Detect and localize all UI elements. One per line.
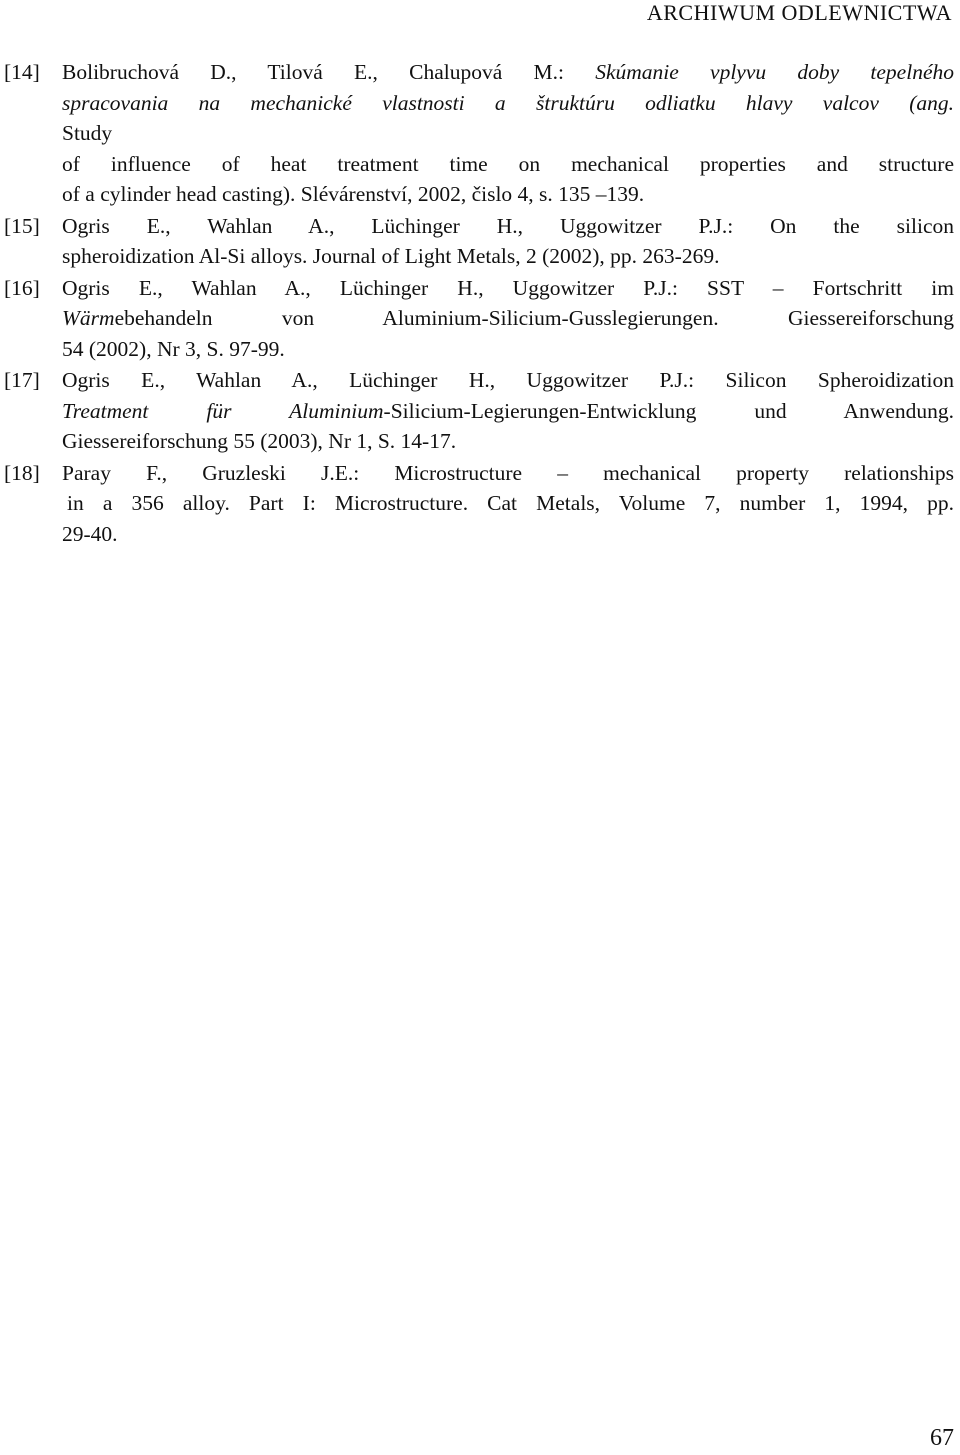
reference-line [62,303,954,334]
reference-line [62,179,954,210]
reference-list [0,57,960,550]
reference-line [62,458,954,489]
reference-item [0,273,960,365]
reference-line [62,426,954,457]
reference-text: 29-40. [62,521,118,546]
running-header: ARCHIWUM ODLEWNICTWA [646,0,952,25]
reference-item [0,211,960,272]
reference-line [67,488,954,519]
reference-item [0,458,960,550]
reference-number: [15] [4,213,40,238]
reference-line [62,365,954,396]
reference-text: of influence of heat treatment time on mechanical properties and structure [62,151,954,176]
reference-line [62,211,954,242]
reference-line [62,519,954,550]
reference-line [62,241,954,272]
reference-text: Bolibruchová D., Tilová E., Chalupová M.: [62,60,596,84]
reference-line [62,118,954,149]
page-number: 67 [930,1425,954,1451]
reference-text: Study [62,121,113,145]
reference-title-italic: Wärm [62,306,115,330]
reference-title-italic: Treatment für Aluminium [62,398,384,423]
reference-item [0,365,960,457]
reference-text: Ogris E., Wahlan A., Lüchinger H., Uggowitzer P.J.: On the silicon [62,213,954,238]
reference-line [62,149,954,180]
reference-line [62,334,954,365]
reference-text: Ogris E., Wahlan A., Lüchinger H., Uggowitzer P.J.: SST – Fortschritt im [62,275,954,300]
reference-number: [18] [4,460,40,485]
reference-text: 54 (2002), Nr 3, S. 97-99. [62,336,285,361]
reference-text: -Silicium-Legierungen-Entwicklung und Anwendung. [383,398,954,423]
reference-text: spheroidization Al-Si alloys. Journal of Light Metals, 2 (2002), pp. 263-269. [62,244,720,268]
reference-line [62,396,954,427]
reference-number: [14] [4,60,40,84]
reference-text: Ogris E., Wahlan A., Lüchinger H., Uggowitzer P.J.: Silicon Spheroidization [62,368,954,392]
reference-text: of a cylinder head casting). Slévárenství, 2002, čislo 4, s. 135 –139. [62,182,645,206]
reference-number: [16] [4,275,40,300]
reference-line [62,88,954,119]
reference-title-italic: spracovania na mechanické vlastnosti a štruktúru odliatku hlavy valcov (ang. [62,90,954,115]
reference-title-italic: Skúmanie vplyvu doby tepelného [595,60,954,84]
reference-item [0,57,960,210]
reference-number: [17] [4,368,40,392]
reference-text: in a 356 alloy. Part I: Microstructure. Cat Metals, Volume 7, number 1, 1994, pp. [67,491,954,515]
reference-line [62,273,954,304]
reference-line [62,57,954,88]
reference-text: Paray F., Gruzleski J.E.: Microstructure – mechanical property relationships [62,460,954,485]
reference-text: Giessereiforschung 55 (2003), Nr 1, S. 14-17. [62,429,457,453]
reference-text: ebehandeln von Aluminium-Silicium-Gusslegierungen. Giessereiforschung [114,306,954,330]
